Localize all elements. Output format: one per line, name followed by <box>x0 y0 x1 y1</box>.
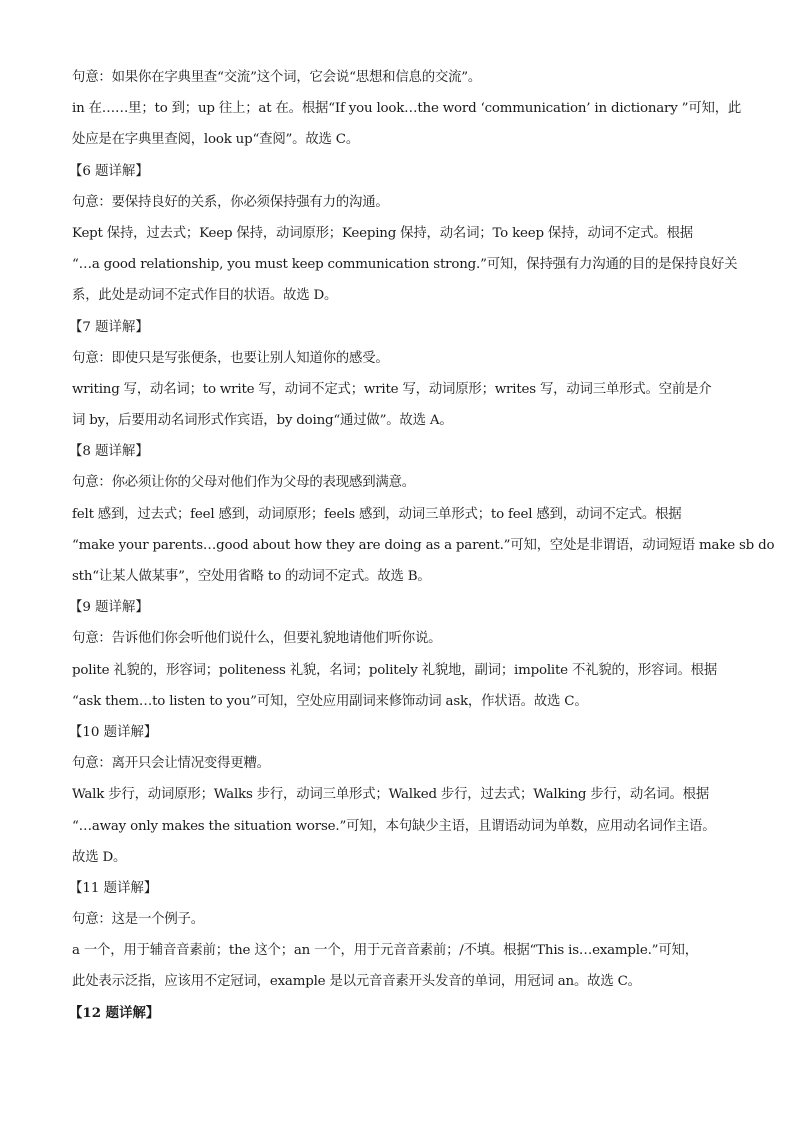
explanation-text: 系，此处是动词不定式作目的状语。故选 D。 <box>72 288 338 304</box>
explanation-text: 此处表示泛指，应该用不定冠词，example 是以元音音素开头发音的单词，用冠词 an。故选 C。 <box>72 974 641 990</box>
question-heading-10: 【10 题详解】 <box>69 724 158 740</box>
question-heading-12: 【12 题详解】 <box>69 1004 160 1021</box>
sentence-meaning-q9: 句意：告诉他们你会听他们说什么，但要礼貌地请他们听你说。 <box>72 631 442 647</box>
question-heading-9: 【9 题详解】 <box>69 600 149 616</box>
question-heading-7: 【7 题详解】 <box>69 319 149 335</box>
sentence-meaning-q8: 句意：你必须让你的父母对他们作为父母的表现感到满意。 <box>72 475 415 491</box>
explanation-text: a 一个，用于辅音音素前；the 这个；an 一个，用于元音音素前；/不填。根据“This is…example.”可知， <box>72 943 698 959</box>
explanation-text: in 在……里；to 到；up 往上；at 在。根据“If you look…the word ‘communication’ in dictionary ”可知，此 <box>72 101 742 117</box>
explanation-text: “…a good relationship, you must keep communication strong.”可知，保持强有力沟通的目的是保持良好关 <box>72 257 738 273</box>
explanation-text: polite 礼貌的，形容词；politeness 礼貌，名词；politely 礼貌地，副词；impolite 不礼貌的，形容词。根据 <box>72 662 718 678</box>
explanation-text: 词 by，后要用动名词形式作宾语，by doing“通过做”。故选 A。 <box>72 413 453 429</box>
explanation-text: “make your parents…good about how they are doing as a parent.”可知，空处是非谓语，动词短语 make sb do <box>72 537 775 553</box>
explanation-text: Kept 保持，过去式；Keep 保持，动词原形；Keeping 保持，动名词；To keep 保持，动词不定式。根据 <box>72 225 693 241</box>
explanation-text: felt 感到，过去式；feel 感到，动词原形；feels 感到，动词三单形式；to feel 感到，动词不定式。根据 <box>72 506 682 522</box>
sentence-meaning-q6: 句意：要保持良好的关系，你必须保持强有力的沟通。 <box>72 194 389 210</box>
explanation-text: writing 写，动名词；to write 写，动词不定式；write 写，动词原形；writes 写，动词三单形式。空前是介 <box>72 381 712 397</box>
explanation-text: 处应是在字典里查阅，look up“查阅”。故选 C。 <box>72 132 360 148</box>
explanation-text: “…away only makes the situation worse.”可知，本句缺少主语，且谓语动词为单数，应用动名词作主语。 <box>72 818 716 834</box>
sentence-meaning-q7: 句意：即使只是写张便条，也要让别人知道你的感受。 <box>72 350 389 366</box>
sentence-meaning-q10: 句意：离开只会让情况变得更糟。 <box>72 756 270 772</box>
sentence-meaning-q5: 句意：如果你在字典里查“交流”这个词，它会说“思想和信息的交流”。 <box>72 70 482 85</box>
sentence-meaning-q11: 句意：这是一个例子。 <box>72 912 204 928</box>
explanation-text: sth“让某人做某事”，空处用省略 to 的动词不定式。故选 B。 <box>72 569 431 584</box>
explanation-text: “ask them…to listen to you”可知，空处应用副词来修饰动词 ask，作状语。故选 C。 <box>72 693 588 709</box>
question-heading-6: 【6 题详解】 <box>69 163 149 179</box>
document-page <box>69 62 775 1029</box>
explanation-text: 故选 D。 <box>72 849 127 865</box>
question-heading-8: 【8 题详解】 <box>69 444 149 460</box>
explanation-text: Walk 步行，动词原形；Walks 步行，动词三单形式；Walked 步行，过去式；Walking 步行，动名词。根据 <box>72 787 710 803</box>
question-heading-11: 【11 题详解】 <box>69 880 158 896</box>
